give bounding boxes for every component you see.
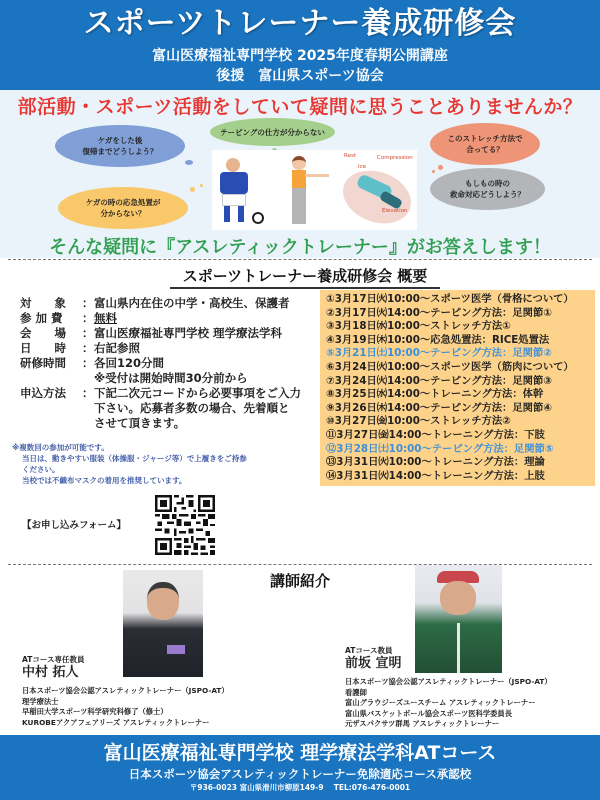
thought-cloud-stretch: このストレッチ方法で 合ってる？ [430, 123, 540, 165]
schedule-item-saturday: ⑫3月28日㈯10:00～テーピング方法：足関節⑤ [326, 442, 554, 455]
instructor-photo-maesaka [415, 565, 502, 673]
application-qr-code[interactable] [155, 495, 215, 555]
info-row-fee: 参 加 費 ： 無料 [20, 311, 117, 325]
instructor-maesaka [345, 645, 402, 672]
sports-illustration [212, 150, 417, 230]
info-row-venue: 会 場 ： 富山医療福祉専門学校 理学療法学科 [20, 326, 283, 340]
header-sponsor: 後援 富山県スポーツ協会 [216, 68, 384, 84]
schedule-item: ⑥3月24日㈫10:00～スポーツ医学（筋肉について） [326, 360, 574, 373]
rice-label-rest: Rest [344, 153, 356, 159]
thought-cloud-first-aid: ケガの時の応急処置が 分からない？ [58, 187, 188, 229]
header-banner [0, 0, 600, 90]
qr-code-icon [155, 495, 215, 555]
info-row-application: 申込方法 ： 下記二次元コードから必要事項をご入力 [20, 386, 301, 400]
rice-label-elevation: Elevation [382, 208, 408, 214]
cloud-dot [200, 184, 203, 187]
cloud-dot [190, 187, 195, 192]
face [440, 581, 476, 615]
instructor-name: 前坂 宣明 [345, 656, 402, 671]
thought-cloud-rescue: もしもの時の 救命対応どうしよう？ [430, 168, 545, 210]
woman-pants [292, 188, 306, 224]
schedule-item: ⑬3月31日㈫10:00～トレーニング方法：理論 [326, 456, 545, 469]
footer-address: 〒936-0023 富山県滑川市柳原149-9 TEL:076-476-0001 [189, 783, 411, 792]
woman-shirt [292, 170, 306, 188]
schedule-list [320, 290, 595, 486]
schedule-item: ⑨3月26日㈭14:00～テーピング方法：足関節④ [326, 401, 552, 414]
instructor-role: ATコース教員 [345, 646, 393, 655]
rice-label-ice: Ice [358, 164, 367, 170]
thought-cloud-taping: テーピングの仕方が分からない [210, 118, 335, 146]
player-shorts [222, 194, 246, 206]
schedule-item: ②3月17日㈫14:00～テーピング方法：足関節① [326, 306, 552, 319]
woman-arm [305, 174, 329, 177]
cloud-dot [185, 160, 193, 165]
instructor-photo-nakamura [123, 570, 203, 677]
schedule-item: ⑪3月27日㈮14:00～トレーニング方法：下肢 [326, 428, 545, 441]
overview-info: 対 象 ： 富山県内在住の中学・高校生、保護者 参 加 費 ： 無料 会 場 ： 富山医療福祉専門学校 理学療法学科 日 時 ： 右記参照 研修時間 ： 各回120分間 ※受付は開始時間30分前から 申込方法 ： 下記二次元コードから必要事項をご入力 下さい。応募者多数の場合、先着順と させて頂きます。 [20, 296, 310, 431]
page-title: スポーツトレーナー養成研修会 [83, 6, 517, 41]
info-row-duration: 研修時間 ： 各回120分間 [20, 356, 165, 370]
rice-label-compression: Compression [377, 155, 413, 161]
hero-section [0, 90, 600, 258]
schedule-item: ③3月18日㈬10:00～ストレッチ方法① [326, 320, 511, 333]
soccer-ball-icon [252, 212, 264, 224]
rice-background [336, 162, 419, 233]
schedule-item: ①3月17日㈫10:00～スポーツ医学（骨格について） [326, 293, 574, 305]
instructor-credentials: 日本スポーツ協会公認アスレティックトレーナー（JSPO-AT） 理学療法士 早稲田大学スポーツ科学研究科修了（修士） KUROBEアクアフェアリーズ アスレティックトレーナー [22, 686, 229, 727]
face [147, 582, 179, 620]
hero-question: 部活動・スポーツ活動をしていて疑問に思うことありませんか？ [17, 96, 583, 118]
hero-answer: そんな疑問に『アスレティックトレーナー』がお答えします！ [49, 237, 551, 258]
instructor-nakamura [22, 654, 84, 681]
instructor-credentials: 日本スポーツ協会公認アスレティックトレーナー（JSPO-AT） 看護師 富山グラウジーズユースチーム アスレティックトレーナー 富山県バスケットボール協会スポーツ医科学委員長 元ザスパクサツ群馬 アスレティックトレーナー [345, 677, 552, 728]
schedule-item: ⑧3月25日㈬14:00～トレーニング方法：体幹 [326, 388, 544, 401]
instructor-role: ATコース専任教員 [22, 655, 85, 664]
divider [8, 259, 592, 260]
application-form-label: 【お申し込みフォーム】 [22, 520, 127, 531]
footer-approval: 日本スポーツ協会アスレティックトレーナー免除適応コース承認校 [128, 767, 472, 781]
schedule-item: ⑩3月27日㈮10:00～ストレッチ方法② [326, 415, 511, 428]
jacket-zip [457, 623, 460, 673]
player-leg [238, 206, 244, 222]
footer-banner [0, 735, 600, 800]
cloud-dot [432, 170, 435, 173]
schedule-item-saturday: ⑤3月21日㈯10:00～テーピング方法：足関節② [326, 347, 552, 360]
info-row-date: 日 時 ： 右記参照 [20, 341, 140, 355]
overview-title: スポーツトレーナー養成研修会 概要 [170, 265, 440, 289]
instructors-title: 講師紹介 [270, 572, 331, 590]
schedule-item: ⑦3月24日㈫14:00～テーピング方法：足関節③ [326, 374, 552, 387]
player-head [226, 158, 240, 172]
header-subtitle: 富山医療福祉専門学校 2025年度春期公開講座 [152, 48, 448, 64]
schedule-item: ⑭3月31日㈫14:00～トレーニング方法：上肢 [326, 469, 545, 482]
footer-school: 富山医療福祉専門学校 理学療法学科ATコース [103, 742, 497, 764]
jacket-logo [167, 645, 185, 654]
player-shirt [220, 172, 248, 194]
schedule-item: ④3月19日㈭10:00～応急処置法：RICE処置法 [326, 333, 550, 346]
player-leg [224, 206, 230, 222]
divider [8, 564, 592, 565]
thought-cloud-recovery: ケガをした後 復帰までどうしよう？ [55, 125, 185, 167]
cloud-dot [438, 165, 443, 170]
woman-head [292, 156, 306, 170]
notes: ※複数回の参加が可能です。 当日は、動きやすい服装（体操服・ジャージ等）で上履きをご持参 ください。 当校では不織布マスクの着用を推奨しています。 [12, 443, 247, 485]
info-row-target: 対 象 ： 富山県内在住の中学・高校生、保護者 [20, 296, 290, 310]
instructor-name: 中村 拓人 [22, 665, 79, 680]
